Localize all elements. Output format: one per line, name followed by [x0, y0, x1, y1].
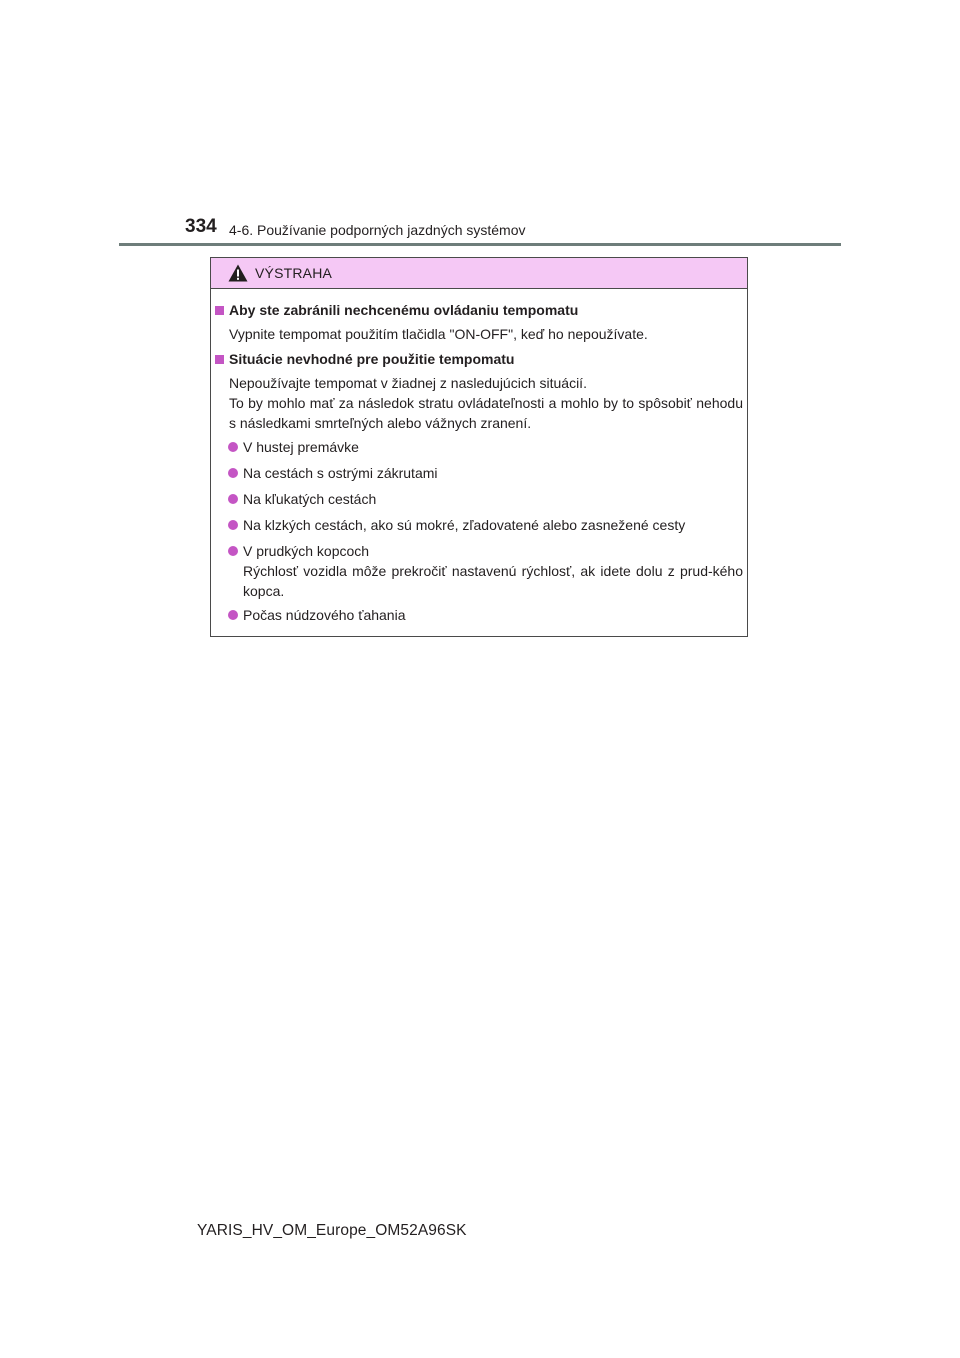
- warning-box: [210, 257, 748, 637]
- page-header: [185, 214, 845, 240]
- list-item: Na cestách s ostrými zákrutami: [228, 463, 743, 483]
- warning-label: VÝSTRAHA: [255, 265, 333, 281]
- section-1-paragraph: Vypnite tempomat použitím tlačidla "ON-OFF", keď ho nepoužívate.: [229, 326, 648, 342]
- round-bullet-icon: [228, 546, 238, 556]
- header-rule: [119, 243, 841, 246]
- list-item: V prudkých kopcoch Rýchlosť vozidla môže prekročiť nastavenú rýchlosť, ak idete dolu z prud-kého kopca.: [228, 541, 743, 601]
- section-heading-2: [215, 351, 514, 367]
- square-bullet-icon: [215, 355, 224, 364]
- page-number: 334: [185, 216, 217, 237]
- round-bullet-icon: [228, 442, 238, 452]
- square-bullet-icon: [215, 306, 224, 315]
- section-2-paragraph-1: Nepoužívajte tempomat v žiadnej z nasledujúcich situácií.: [229, 375, 587, 391]
- round-bullet-icon: [228, 520, 238, 530]
- list-item: Na kľukatých cestách: [228, 489, 743, 509]
- list-item: V hustej premávke: [228, 437, 743, 457]
- warning-triangle-icon: [228, 264, 248, 282]
- warning-header: [211, 258, 747, 289]
- round-bullet-icon: [228, 494, 238, 504]
- section-title: 4-6. Používanie podporných jazdných systémov: [229, 222, 526, 238]
- section-2-paragraph-2: To by mohlo mať za následok stratu ovládateľnosti a mohlo by to spôsobiť nehodu s následkami smrteľných alebo vážnych zranení.: [229, 395, 743, 431]
- list-item: Počas núdzového ťahania: [228, 605, 743, 625]
- document-code: YARIS_HV_OM_Europe_OM52A96SK: [197, 1222, 467, 1239]
- round-bullet-icon: [228, 610, 238, 620]
- list-item-detail: Rýchlosť vozidla môže prekročiť nastavenú rýchlosť, ak idete dolu z prud-kého kopca.: [243, 563, 743, 599]
- section-heading-2-text: Situácie nevhodné pre použitie tempomatu: [229, 351, 515, 367]
- section-heading-1: [215, 302, 578, 318]
- list-item: Na klzkých cestách, ako sú mokré, zľadovatené alebo zasnežené cesty: [228, 515, 743, 535]
- round-bullet-icon: [228, 468, 238, 478]
- section-heading-1-text: Aby ste zabránili nechcenému ovládaniu tempomatu: [229, 302, 579, 318]
